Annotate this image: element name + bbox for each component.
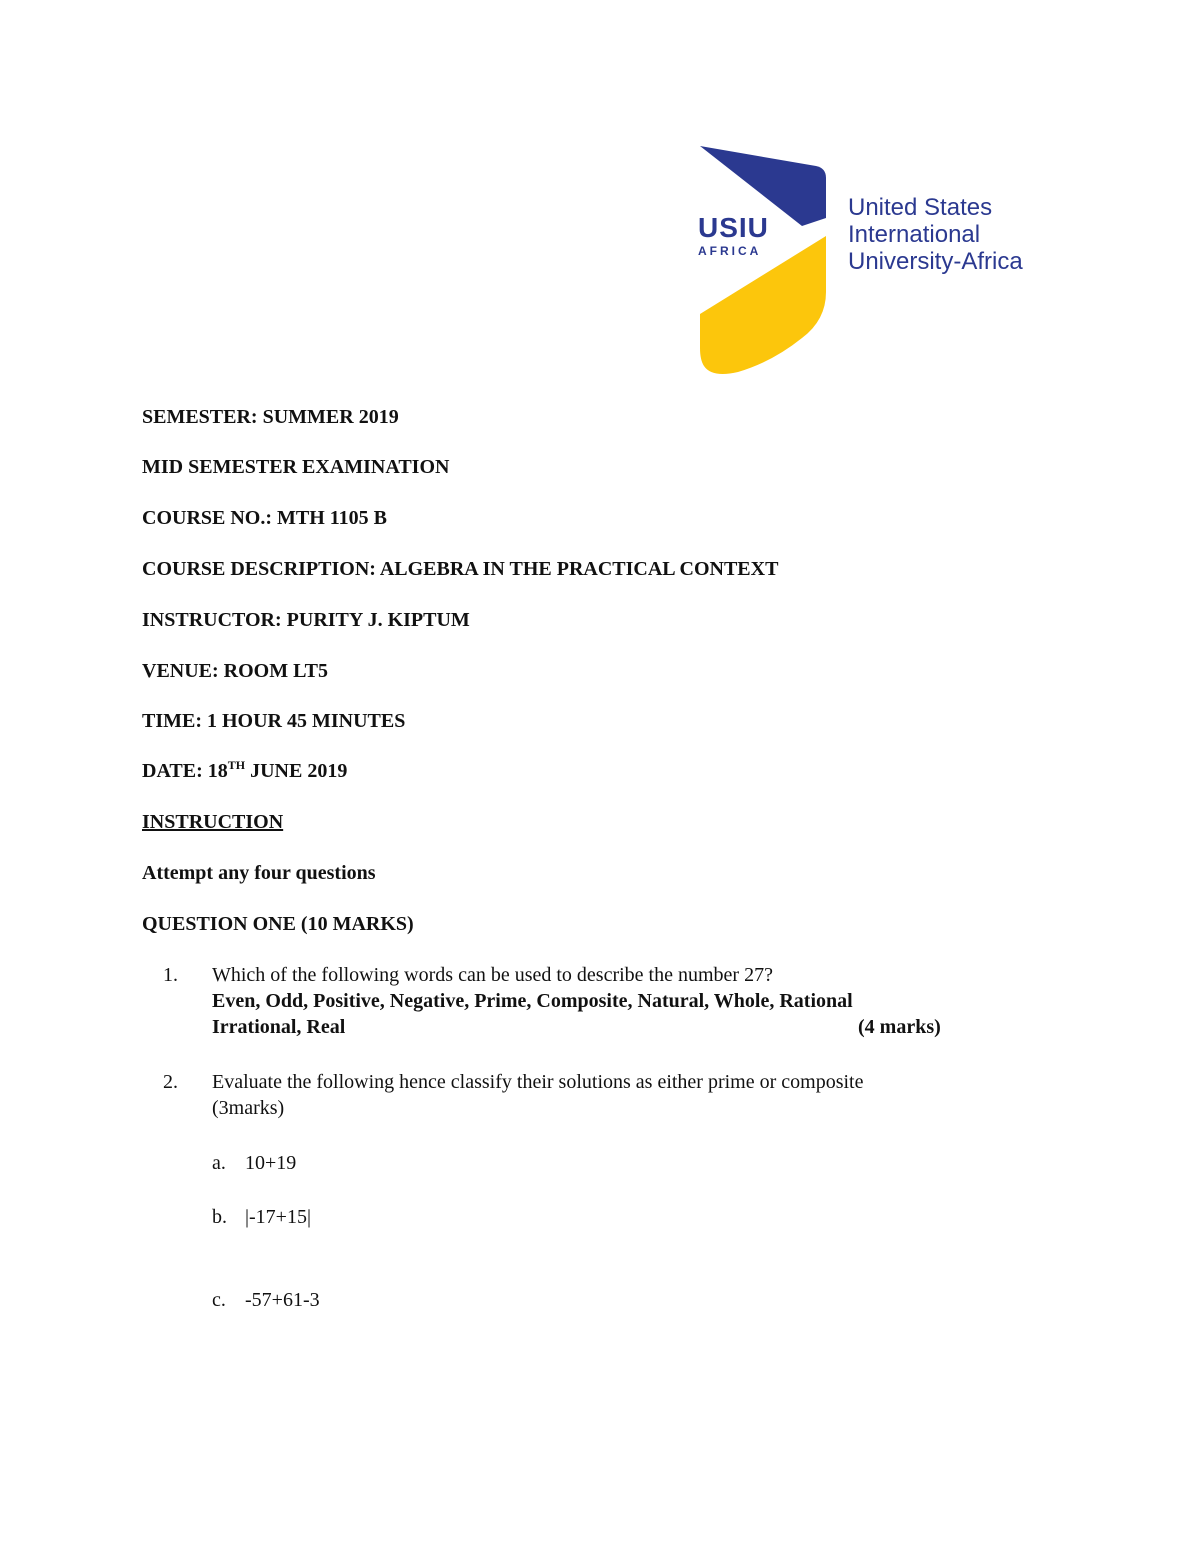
course-number: COURSE NO.: MTH 1105 B	[142, 507, 388, 529]
venue-line: VENUE: ROOM LT5	[142, 660, 328, 682]
semester-line: SEMESTER: SUMMER 2019	[142, 406, 399, 428]
instructor-line: INSTRUCTOR: PURITY J. KIPTUM	[142, 609, 470, 631]
date-prefix: DATE: 18	[142, 760, 228, 782]
logo-mark-usiu: USIU	[698, 212, 769, 243]
course-description: COURSE DESCRIPTION: ALGEBRA IN THE PRACTICAL CONTEXT	[142, 558, 779, 580]
logo-name-line-3: University-Africa	[848, 248, 1023, 275]
question-2-part-b-letter: b.	[212, 1206, 227, 1228]
question-2-part-a-letter: a.	[212, 1152, 226, 1174]
question-2-part-a-expression: 10+19	[245, 1152, 297, 1174]
question-2-text-line-2: (3marks)	[212, 1097, 285, 1119]
date-superscript: TH	[227, 758, 246, 772]
question-2-text-line-1: Evaluate the following hence classify their solutions as either prime or composite	[212, 1071, 864, 1093]
logo-university-name	[848, 194, 1023, 275]
logo-name-line-1: United States	[848, 194, 993, 221]
date-suffix: JUNE 2019	[245, 760, 348, 782]
question-2-part-c-letter: c.	[212, 1289, 226, 1311]
question-1-marks: (4 marks)	[858, 1016, 941, 1038]
logo-mark	[698, 214, 788, 258]
instruction-heading: INSTRUCTION	[142, 811, 284, 833]
question-2-number: 2.	[163, 1071, 178, 1093]
question-2-part-c-expression: -57+61-3	[245, 1289, 320, 1311]
question-one-heading: QUESTION ONE (10 MARKS)	[142, 913, 414, 935]
logo-name-line-2: International	[848, 221, 981, 248]
question-2-part-b-expression: |-17+15|	[245, 1206, 311, 1228]
logo-mark-africa: AFRICA	[698, 244, 762, 258]
question-1-text: Which of the following words can be used to describe the number 27?	[212, 964, 773, 986]
question-1-number: 1.	[163, 964, 178, 986]
instruction-text: Attempt any four questions	[142, 862, 376, 884]
exam-title: MID SEMESTER EXAMINATION	[142, 456, 450, 478]
time-line: TIME: 1 HOUR 45 MINUTES	[142, 710, 406, 732]
date-line	[142, 760, 347, 782]
question-1-options-line-1: Even, Odd, Positive, Negative, Prime, Composite, Natural, Whole, Rational	[212, 990, 853, 1012]
question-1-options-line-2: Irrational, Real	[212, 1016, 346, 1038]
university-logo	[698, 142, 1068, 376]
